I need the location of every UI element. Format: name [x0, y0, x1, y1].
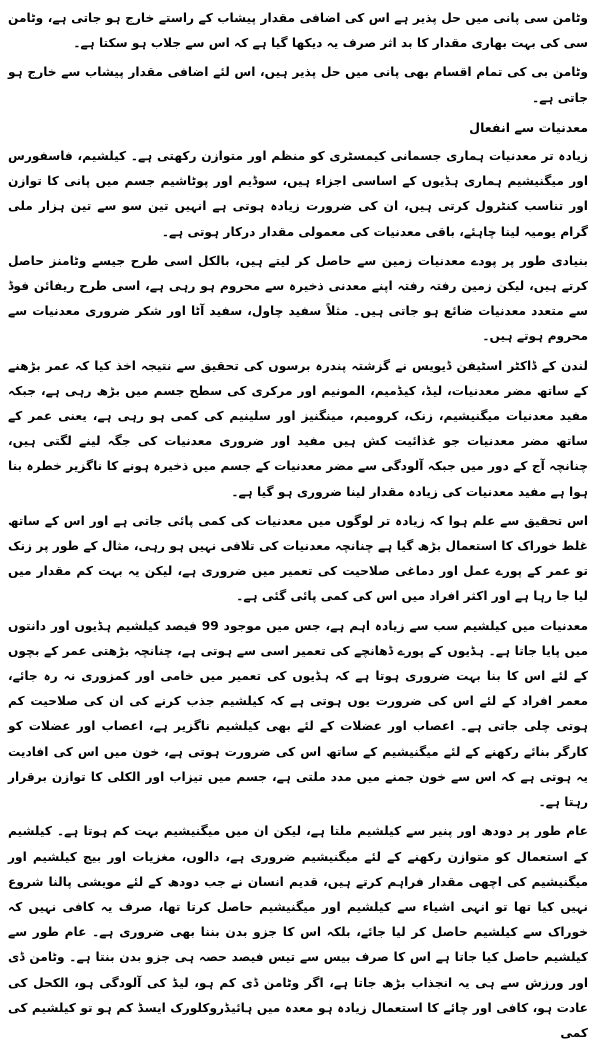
- paragraph-calcium-sources: عام طور پر دودھ اور پنیر سے کیلشیم ملتا ہے، لیکن ان میں میگنیشیم بہت کم ہوتا ہے۔ کیلشیم کے استعمال کو متوازن رکھنے کے لئے میگنیشیم ضروری ہے، دالوں، مغزیات اور بیج کیلشیم اور میگنیشیم کی اچھی مقدار فراہم کرتے ہیں، قدیم انسان نے جب دودھ کے لئے مویشی پالنا شروع نہیں کیا تھا تو انہی اشیاء سے کیلشیم اور میگنیشیم حاصل کرتا تھا، صرف یہ کافی نہیں کہ خوراک سے کیلشیم حاصل کر لیا جائے، بلکہ اس کا جزو بدن بننا بھی ضروری ہے۔ عام طور سے کیلشیم حاصل کیا جاتا ہے اس کا صرف بیس سے تیس فیصد حصہ ہی جزو بدن بنتا ہے۔ وٹامن ڈی اور ورزش سے ہی یہ انجذاب بڑھ جاتا ہے، اگر وٹامن ڈی کم ہو، لیڈ کی آلودگی ہو، الکحل کی عادت ہو، کافی اور چائے کا استعمال زیادہ ہو معدہ میں ہائیڈروکلورک ایسڈ کم ہو تو کیلشیم کی کمی: [8, 824, 588, 1040]
- document-page: [8, 6, 588, 1040]
- paragraph-calcium: معدنیات میں کیلشیم سب سے زیادہ اہم ہے، جس میں موجود 99 فیصد کیلشیم ہڈیوں اور دانتوں میں پایا جاتا ہے۔ ہڈیوں کے پورے ڈھانچے کی تعمیر اسی سے ہوتی ہے، چنانچہ بڑھتی عمر کے بچوں کے لئے اس کا بنا بہت ضروری ہوتا ہے کہ ہڈیوں کی تعمیر میں خامی اور کمزوری نہ رہ جائے، معمر افراد کے لئے اس کی ضرورت یوں ہوتی ہے کہ کیلشیم جذب کرنے کی ان کی صلاحیت کم ہوتی چلی جاتی ہے۔ اعصاب اور عضلات کے لئے بھی کیلشیم ناگزیر ہے، اعصاب اور عضلات کو کارگر بنائے رکھنے کے لئے میگنیشیم کے ساتھ اس کی ضرورت ہوتی ہے، خون میں اس کی افادیت یہ ہوتی ہے کہ اس سے خون جمنے میں مدد ملتی ہے، جسم میں تیزاب اور الکلی کا توازن برقرار رہتا ہے۔: [8, 618, 588, 810]
- paragraph-london-research: لندن کے ڈاکٹر اسٹیفن ڈیویس نے گزشتہ پندرہ برسوں کی تحقیق سے نتیجہ اخذ کیا کہ عمر بڑھنے کے ساتھ مضر معدنیات، لیڈ، کیڈمیم، المونیم اور مرکری کی سطح جسم میں بڑھ رہی ہے، جبکہ مفید معدنیات میگنیشیم، زنک، کرومیم، مینگنیز اور سلینیم کی کمی ہو رہی ہے، یعنی عمر کے ساتھ مضر معدنیات جو غذائیت کش ہیں مفید اور ضروری معدنیات کی جگہ لینے لگتی ہیں، چنانچہ آج کے دور میں جبکہ آلودگی سے مضر معدنیات کے جسم میں ذخیرہ ہونے کا ناگزیر خطرہ بنا ہوا ہے مفید معدنیات کی زیادہ مقدار لینا ضروری ہو گیا ہے۔: [8, 358, 588, 499]
- paragraph-vitamin-c: وٹامن سی پانی میں حل پذیر ہے اس کی اضافی مقدار پیشاب کے راستے خارج ہو جاتی ہے، وٹامن سی کی بہت بھاری مقدار کا بد اثر صرف یہ دیکھا گیا ہے کہ اس سے جلاب ہو سکتا ہے۔: [8, 11, 588, 51]
- paragraph-minerals-role: زیادہ تر معدنیات ہماری جسمانی کیمسٹری کو منظم اور متوازن رکھتی ہے۔ کیلشیم، فاسفورس اور میگنیشیم ہماری ہڈیوں کے اساسی اجزاء ہیں، سوڈیم اور پوٹاشیم جسم میں پانی کا توازن اور تناسب کنٹرول کرتی ہیں، ان کی ضرورت زیادہ ہوتی ہے انہیں تین سو سے تین ہزار ملی گرام یومیہ لینا چاہئے، باقی معدنیات کی معمولی مقدار درکار ہوتی ہے۔: [8, 149, 588, 239]
- section-heading-minerals: معدنیات سے انفعال: [469, 119, 588, 135]
- paragraph-vitamin-b: وٹامن بی کی تمام اقسام بھی پانی میں حل پذیر ہیں، اس لئے اضافی مقدار پیشاب سے خارج ہو جاتی ہے۔: [8, 65, 588, 105]
- paragraph-research-findings: اس تحقیق سے علم ہوا کہ زیادہ تر لوگوں میں معدنیات کی کمی پائی جاتی ہے اور اس کے ساتھ غلط خوراک کا استعمال بڑھ گیا ہے چنانچہ معدنیات کی تلافی نہیں ہو رہی، مثال کے طور پر زنک تو عمر کے پورے عمل اور دماغی صلاحیت کی تعمیر میں ضروری ہے، لیکن یہ بہت کم مقدار میں لیا جا رہا ہے اور اکثر افراد میں اس کی کمی پائی گئی ہے۔: [8, 513, 588, 604]
- paragraph-soil-minerals: بنیادی طور پر پودے معدنیات زمین سے حاصل کر لیتے ہیں، بالکل اسی طرح جیسے وٹامنز حاصل کرتے ہیں، لیکن زمین رفتہ رفتہ اپنے معدنی ذخیرہ سے محروم ہو رہی ہے، اسی طرح ریفائن فوڈ سے متعدد معدنیات ضائع ہو جاتی ہیں۔ مثلاً سفید چاول، سفید آٹا اور شکر ضروری معدنیات سے محروم ہوتے ہیں۔: [8, 253, 588, 344]
